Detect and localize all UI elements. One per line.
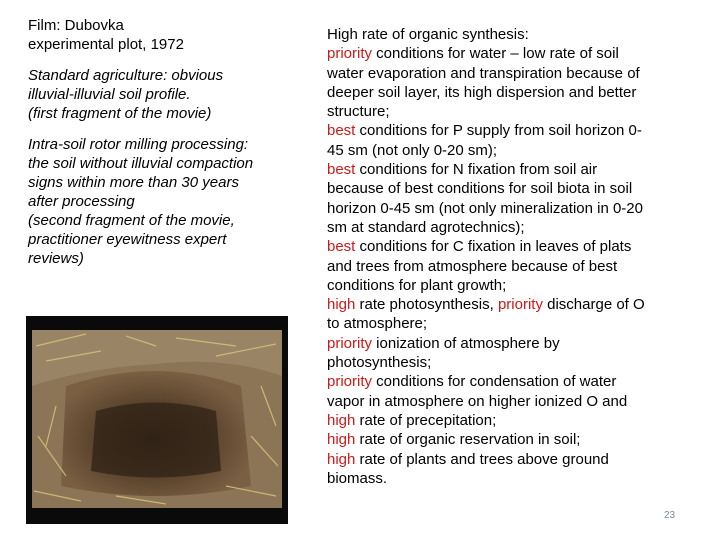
text-line: [327, 218, 712, 237]
right-column-text: [327, 25, 712, 488]
text-line: Standard agriculture: obvious: [28, 67, 224, 84]
text-segment: conditions for P supply from soil horizon 0-: [355, 122, 642, 140]
text-segment: rate of organic reservation in soil;: [355, 431, 581, 449]
text-line: [327, 237, 712, 256]
soil-pit-video-frame[interactable]: [26, 316, 288, 524]
rotor-processing-text: [28, 135, 308, 268]
keyword-highlight: priority: [327, 334, 373, 352]
soil-pit-photo-icon: [26, 316, 288, 524]
text-segment: water evaporation and transpiration because of: [327, 64, 640, 82]
text-line: [327, 179, 712, 198]
keyword-highlight: best: [327, 161, 356, 179]
film-title: [28, 16, 308, 54]
keyword-highlight: priority: [327, 45, 373, 63]
text-segment: horizon 0-45 sm (not only mineralization in 0-20: [327, 199, 643, 217]
text-segment: because of best conditions for soil biota in soil: [327, 180, 633, 198]
text-line: reviews): [28, 250, 84, 267]
keyword-highlight: best: [327, 238, 356, 256]
text-segment: to atmosphere;: [327, 315, 428, 333]
text-line: [327, 469, 712, 488]
text-segment: conditions for N fixation from soil air: [355, 161, 598, 179]
standard-agriculture-text: [28, 66, 308, 123]
text-segment: deeper soil layer, its high dispersion and better: [327, 83, 637, 101]
text-line: after processing: [28, 193, 135, 210]
text-line: illuvial-illuvial soil profile.: [28, 86, 191, 103]
text-segment: High rate of organic synthesis:: [327, 26, 529, 43]
text-segment: structure;: [327, 103, 390, 121]
text-line: (first fragment of the movie): [28, 105, 212, 122]
text-line: (second fragment of the movie,: [28, 212, 235, 229]
film-title-line: experimental plot, 1972: [28, 36, 184, 53]
text-line: [327, 102, 712, 121]
keyword-highlight: priority: [327, 373, 373, 391]
text-segment: sm at standard agrotechnics);: [327, 218, 525, 236]
text-line: [327, 44, 712, 63]
text-segment: rate of precepitation;: [355, 411, 497, 429]
text-segment: vapor in atmosphere on higher ionized O and: [327, 392, 628, 410]
text-segment: conditions for C fixation in leaves of plats: [355, 238, 632, 256]
text-line: [327, 450, 712, 469]
text-segment: and trees from atmosphere because of best: [327, 257, 618, 275]
text-line: [327, 160, 712, 179]
text-segment: rate of plants and trees above ground: [355, 450, 609, 468]
film-title-line: Film: Dubovka: [28, 17, 124, 34]
text-line: the soil without illuvial compaction: [28, 155, 254, 172]
text-line: [327, 334, 712, 353]
text-line: [327, 372, 712, 391]
text-line: [327, 121, 712, 140]
text-line: [327, 141, 712, 160]
text-line: [327, 295, 712, 314]
text-segment: ionization of atmosphere by: [372, 334, 560, 352]
text-segment: conditions for plant growth;: [327, 276, 507, 294]
keyword-highlight: high: [327, 411, 356, 429]
keyword-highlight: high: [327, 296, 356, 314]
text-line: [327, 314, 712, 333]
text-line: [327, 353, 712, 372]
text-line: [327, 83, 712, 102]
text-line: [327, 430, 712, 449]
text-line: practitioner eyewitness expert: [28, 231, 227, 248]
text-line: [327, 392, 712, 411]
text-line: Intra-soil rotor milling processing:: [28, 136, 249, 153]
text-line: [327, 276, 712, 295]
keyword-highlight: high: [327, 431, 356, 449]
text-segment: conditions for condensation of water: [372, 373, 617, 391]
text-segment: conditions for water – low rate of soil: [372, 45, 619, 63]
text-segment: 45 sm (not only 0-20 sm);: [327, 141, 498, 159]
left-column: [28, 16, 308, 268]
keyword-highlight: high: [327, 450, 356, 468]
text-segment: discharge of O: [542, 296, 645, 314]
text-line: [327, 199, 712, 218]
keyword-highlight: best: [327, 122, 356, 140]
text-segment: biomass.: [327, 469, 388, 487]
keyword-highlight: priority: [497, 296, 543, 314]
text-line: [327, 64, 712, 83]
text-line: [327, 25, 712, 44]
text-line: [327, 257, 712, 276]
page-number: 23: [664, 510, 676, 521]
text-segment: rate photosynthesis,: [355, 296, 498, 314]
text-line: [327, 411, 712, 430]
text-segment: photosynthesis;: [327, 354, 432, 372]
text-line: signs within more than 30 years: [28, 174, 239, 191]
